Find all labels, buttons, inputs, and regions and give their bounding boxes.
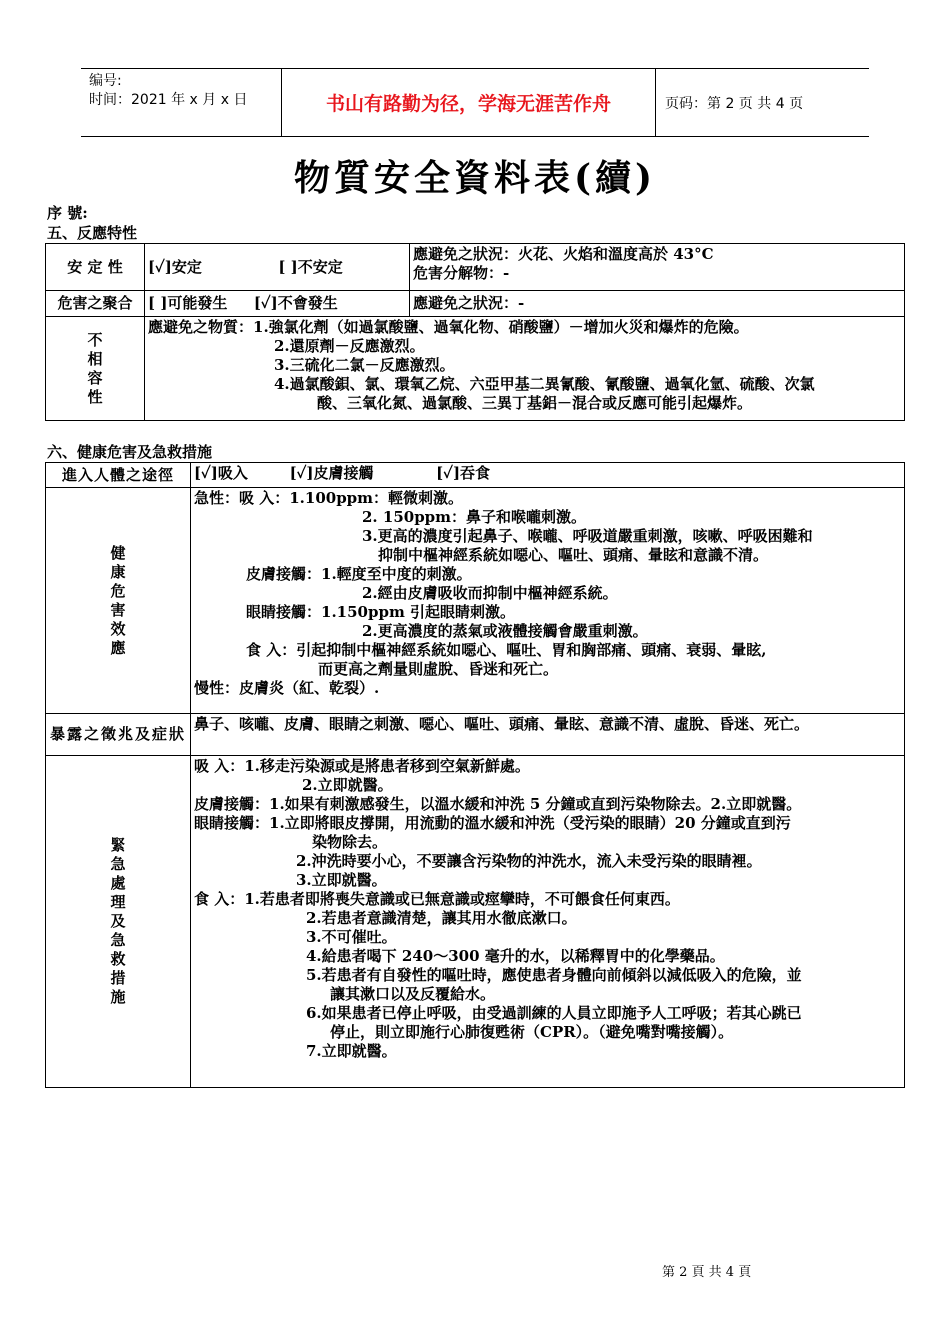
- health-line: 急性：吸 入：1.100ppm：輕微刺激。: [194, 489, 464, 507]
- page-label: 页码：第 2 页 共 4 页: [665, 95, 804, 112]
- stability-conditions: [410, 244, 905, 291]
- incompat-label: 不 相 容 性: [46, 317, 145, 421]
- polymer-avoid: 應避免之狀況：-: [410, 291, 905, 317]
- serial-label: 序 號:: [47, 204, 88, 222]
- firstaid-line: 讓其漱口以及反覆給水。: [330, 985, 496, 1003]
- health-table: [45, 462, 905, 1088]
- section5-heading: 五、反應特性: [47, 224, 138, 242]
- symptom-label: 暴露之徵兆及症狀: [46, 714, 191, 756]
- decomposition-products: 危害分解物：-: [413, 264, 510, 282]
- incompat-line: 3.三硫化二氯－反應激烈。: [274, 356, 455, 374]
- firstaid-line: 4.給患者喝下 240～300 毫升的水，以稀釋胃中的化學藥品。: [306, 947, 725, 965]
- firstaid-line: 染物除去。: [312, 833, 388, 851]
- header-bar: [81, 68, 869, 137]
- polymer-label: 危害之聚合: [46, 291, 145, 317]
- health-label: 健 康 危 害 效 應: [46, 488, 191, 714]
- health-line: 2.經由皮膚吸收而抑制中樞神經系統。: [362, 584, 618, 602]
- firstaid-line: 停止，則立即施行心肺復甦術（CPR）。（避免嘴對嘴接觸）。: [330, 1023, 734, 1041]
- number-label: 编号:: [89, 73, 122, 89]
- reactivity-table: [45, 243, 905, 421]
- health-line: 食 入：引起抑制中樞神經系統如噁心、嘔吐、胃和胸部痛、頭痛、衰弱、暈眩,: [246, 641, 767, 659]
- incompat-line: 2.還原劑－反應激烈。: [274, 337, 425, 355]
- stability-unstable: [ ]不安定: [278, 257, 343, 276]
- health-line: 皮膚接觸：1.輕度至中度的刺激。: [246, 565, 472, 583]
- health-line: 2. 150ppm：鼻子和喉嚨刺激。: [362, 508, 587, 526]
- firstaid-line: 2.沖洗時要小心，不要讓含污染物的沖洗水，流入未受污染的眼睛裡。: [296, 852, 762, 870]
- firstaid-line: 皮膚接觸：1.如果有刺激感發生，以溫水緩和沖洗 5 分鐘或直到污染物除去。2.立即就醫。: [194, 795, 802, 813]
- incompat-line: 應避免之物質：1.強氯化劑（如過氯酸鹽、過氧化物、硝酸鹽）－增加火災和爆炸的危險。: [148, 318, 749, 336]
- health-line: 2.更高濃度的蒸氣或液體接觸會嚴重刺激。: [362, 622, 648, 640]
- firstaid-line: 食 入：1.若患者即將喪失意識或已無意識或痙攣時，不可餵食任何東西。: [194, 890, 680, 908]
- polymer-options: [145, 291, 410, 317]
- health-line: 3.更高的濃度引起鼻子、喉嚨、呼吸道嚴重刺激，咳嗽、呼吸困難和: [362, 527, 813, 545]
- section6-heading: 六、健康危害及急救措施: [47, 443, 213, 461]
- firstaid-line: 3.立即就醫。: [296, 871, 387, 889]
- header-meta: [81, 69, 281, 136]
- firstaid-line: 2.若患者意識清楚，讓其用水徹底漱口。: [306, 909, 577, 927]
- symptom-text: 鼻子、咳嚨、皮膚、眼睛之刺激、噁心、嘔吐、頭痛、暈眩、意識不清、虛脫、昏迷、死亡。: [191, 714, 905, 756]
- time-label: 时间：2021 年 x 月 x 日: [89, 92, 248, 108]
- polymer-possible: [ ]可能發生: [148, 294, 228, 312]
- route-label: 進入人體之途徑: [46, 463, 191, 488]
- firstaid-line: 3.不可催吐。: [306, 928, 397, 946]
- firstaid-line: 7.立即就醫。: [306, 1042, 397, 1060]
- firstaid-label: 緊 急 處 理 及 急 救 措 施: [46, 756, 191, 1088]
- incompat-line: 酸、三氧化氮、過氯酸、三異丁基鋁－混合或反應可能引起爆炸。: [317, 394, 753, 412]
- avoid-conditions: 應避免之狀況：火花、火焰和溫度高於 43°C: [413, 245, 714, 263]
- firstaid-line: 2.立即就醫。: [302, 776, 393, 794]
- stability-options: [145, 244, 410, 291]
- health-line: 而更高之劑量則虛脫、昏迷和死亡。: [318, 660, 559, 678]
- health-line: 眼睛接觸：1.150ppm 引起眼睛刺激。: [246, 603, 516, 621]
- polymer-not: [✓]不會發生: [253, 294, 338, 312]
- firstaid-line: 6.如果患者已停止呼吸，由受過訓練的人員立即施予人工呼吸；若其心跳已: [306, 1004, 802, 1022]
- health-content: [191, 488, 905, 714]
- route-values: [✓]吸入 [✓]皮膚接觸 [✓]吞食: [191, 463, 905, 488]
- health-line: 慢性：皮膚炎（紅、乾裂）.: [194, 679, 380, 697]
- firstaid-line: 5.若患者有自發性的嘔吐時，應使患者身體向前傾斜以減低吸入的危險，並: [306, 966, 802, 984]
- page-title: 物質安全資料表(續): [293, 157, 657, 199]
- footer-page-number: 第 2 頁 共 4 頁: [662, 1265, 752, 1280]
- motto: 书山有路勤为径，学海无涯苦作舟: [281, 69, 656, 136]
- firstaid-line: 吸 入：1.移走污染源或是將患者移到空氣新鮮處。: [194, 757, 530, 775]
- firstaid-line: 眼睛接觸：1.立即將眼皮撐開，用流動的溫水緩和沖洗（受污染的眼睛）20 分鐘或直到污: [194, 814, 791, 832]
- incompat-content: [145, 317, 905, 421]
- firstaid-content: [191, 756, 905, 1088]
- stability-stable: [✓]安定: [148, 257, 202, 276]
- incompat-line: 4.過氯酸鋇、氯、環氧乙烷、六亞甲基二異氰酸、氰酸鹽、過氧化氫、硫酸、次氯: [274, 375, 815, 393]
- stability-label: 安 定 性: [46, 244, 145, 291]
- health-line: 抑制中樞神經系統如噁心、嘔吐、頭痛、暈眩和意識不清。: [378, 546, 769, 564]
